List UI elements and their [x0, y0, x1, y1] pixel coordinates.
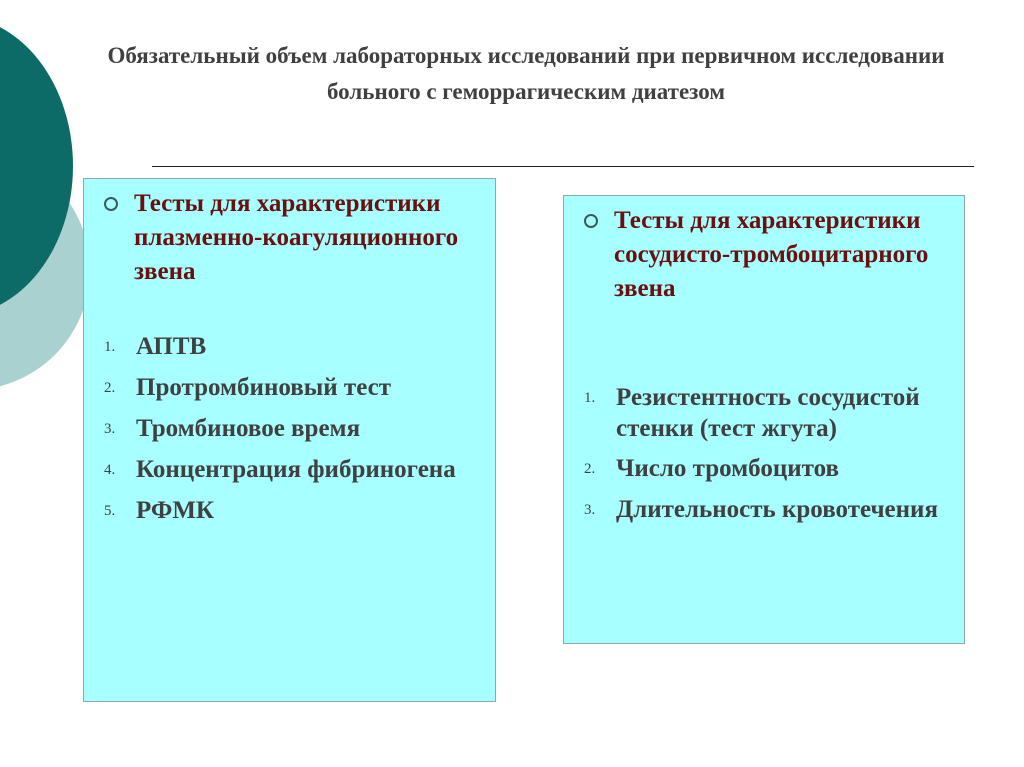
vascular-platelet-tests-box — [563, 195, 965, 644]
list-item-number: 2. — [584, 461, 596, 477]
list-item — [104, 372, 489, 404]
list-item-text: Протромбиновый тест — [136, 374, 391, 401]
list-item-text: Число тромбоцитов — [616, 455, 839, 482]
list-item-number: 1. — [584, 390, 596, 406]
list-item — [104, 413, 489, 445]
list-item-text: Длительность кровотечения — [616, 496, 938, 523]
list-item-number: 3. — [104, 421, 116, 437]
list-item-text: Резистентность сосудистой стенки (тест жгута) — [616, 384, 920, 442]
title-divider — [152, 166, 974, 167]
list-item-number: 2. — [104, 380, 116, 396]
list-item — [584, 382, 954, 444]
list-item — [584, 453, 954, 485]
vascular-platelet-heading — [584, 204, 954, 306]
plasma-coagulation-heading — [104, 187, 489, 289]
list-item-number: 5. — [104, 503, 116, 519]
list-item-number: 1. — [104, 339, 116, 355]
circle-bullet-icon — [104, 197, 118, 211]
box-heading: Тесты для характеристики плазменно-коагуляционного звена — [134, 190, 459, 285]
list-item-text: Концентрация фибриногена — [136, 456, 456, 483]
vascular-platelet-test-list — [584, 382, 954, 535]
list-item — [104, 454, 489, 486]
list-item — [584, 494, 954, 526]
box-heading: Тесты для характеристики сосудисто-тромбоцитарного звена — [614, 207, 929, 302]
list-item — [104, 495, 489, 527]
circle-bullet-icon — [584, 214, 598, 228]
list-item — [104, 331, 489, 363]
plasma-coagulation-test-list — [104, 331, 489, 536]
list-item-text: РФМК — [136, 497, 215, 524]
list-item-number: 3. — [584, 502, 596, 518]
slide-title: Обязательный объем лабораторных исследований при первичном исследовании больного с геморрагическим диатезом — [107, 43, 945, 104]
plasma-coagulation-tests-box — [83, 178, 496, 702]
list-item-number: 4. — [104, 462, 116, 478]
list-item-text: Тромбиновое время — [136, 415, 361, 442]
list-item-text: АПТВ — [136, 333, 207, 360]
